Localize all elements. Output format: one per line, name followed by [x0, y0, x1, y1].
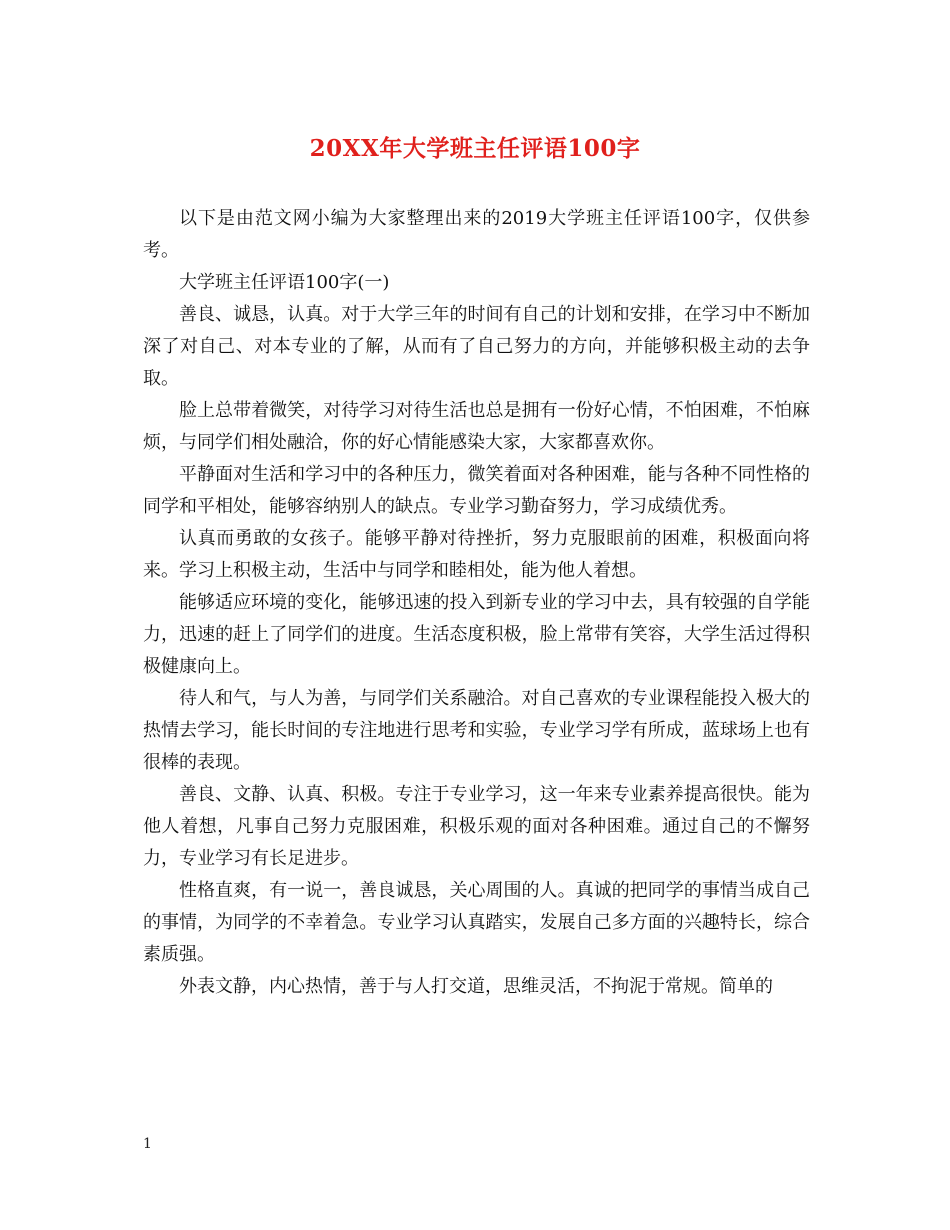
page-number: 1 [143, 1136, 152, 1152]
paragraph: 善良、文静、认真、积极。专注于专业学习，这一年来专业素养提高很快。能为他人着想，凡事自己努力克服困难，积极乐观的面对各种困难。通过自己的不懈努力，专业学习有长足进步。 [143, 784, 810, 869]
paragraph: 外表文静，内心热情，善于与人打交道，思维灵活，不拘泥于常规。简单的 [179, 976, 773, 997]
paragraph: 性格直爽，有一说一，善良诚恳，关心周围的人。真诚的把同学的事情当成自己的事情，为同学的不幸着急。专业学习认真踏实，发展自己多方面的兴趣特长，综合素质强。 [143, 880, 810, 965]
paragraph: 认真而勇敢的女孩子。能够平静对待挫折，努力克服眼前的困难，积极面向将来。学习上积极主动，生活中与同学和睦相处，能为他人着想。 [143, 528, 810, 581]
document-body [143, 203, 810, 1003]
document-title: 20XX年大学班主任评语100字 [309, 135, 641, 162]
paragraph: 能够适应环境的变化，能够迅速的投入到新专业的学习中去，具有较强的自学能力，迅速的赶上了同学们的进度。生活态度积极，脸上常带有笑容，大学生活过得积极健康向上。 [143, 592, 810, 677]
paragraph: 脸上总带着微笑，对待学习对待生活也总是拥有一份好心情，不怕困难，不怕麻烦，与同学们相处融洽，你的好心情能感染大家，大家都喜欢你。 [143, 400, 810, 453]
paragraph: 平静面对生活和学习中的各种压力，微笑着面对各种困难，能与各种不同性格的同学和平相处，能够容纳别人的缺点。专业学习勤奋努力，学习成绩优秀。 [143, 464, 810, 517]
section-heading: 大学班主任评语100字(一) [179, 272, 390, 293]
paragraph-intro: 以下是由范文网小编为大家整理出来的2019大学班主任评语100字，仅供参考。 [143, 208, 810, 261]
paragraph: 善良、诚恳，认真。对于大学三年的时间有自己的计划和安排，在学习中不断加深了对自己、对本专业的了解，从而有了自己努力的方向，并能够积极主动的去争取。 [143, 304, 810, 389]
paragraph: 待人和气，与人为善，与同学们关系融洽。对自己喜欢的专业课程能投入极大的热情去学习，能长时间的专注地进行思考和实验，专业学习学有所成，蓝球场上也有很棒的表现。 [143, 688, 810, 773]
